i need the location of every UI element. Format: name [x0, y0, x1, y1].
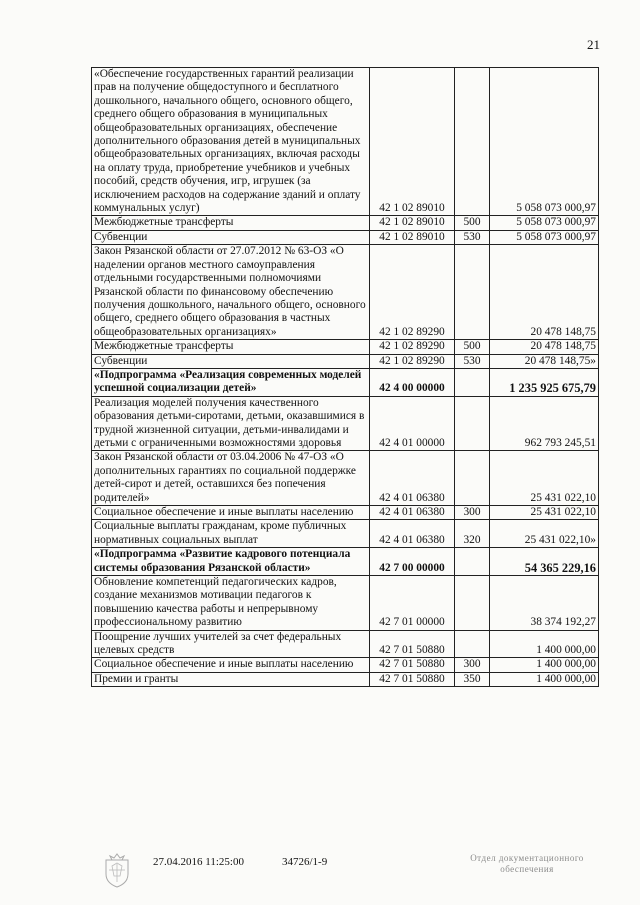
row-csr-cell: 42 7 00 00000 — [370, 548, 455, 576]
row-name-cell: Закон Рязанской области от 27.07.2012 № 63-ОЗ «О наделении органов местного самоуправления отдельными государственными полномочиями Рязанской области по финансовому обеспечению получения дошкольного, начального общего, основного общего, среднего общего образования в частных общеобразовательных организациях» — [92, 245, 370, 340]
row-name-cell: Субвенции — [92, 354, 370, 368]
row-vr-cell — [455, 451, 490, 506]
row-sum-cell: 25 431 022,10» — [490, 520, 599, 548]
row-csr-cell: 42 1 02 89010 — [370, 68, 455, 216]
table-row — [92, 548, 599, 576]
row-vr-cell — [455, 576, 490, 631]
row-name-cell: Межбюджетные трансферты — [92, 216, 370, 230]
table-row — [92, 368, 599, 396]
table-row — [92, 520, 599, 548]
table-row — [92, 396, 599, 451]
department-stamp — [452, 853, 602, 875]
row-name-cell: Социальное обеспечение и иные выплаты населению — [92, 506, 370, 520]
row-vr-cell: 300 — [455, 658, 490, 672]
row-sum-cell: 1 235 925 675,79 — [490, 368, 599, 396]
row-sum-cell: 20 478 148,75» — [490, 354, 599, 368]
row-sum-cell: 20 478 148,75 — [490, 340, 599, 354]
row-name-cell: Межбюджетные трансферты — [92, 340, 370, 354]
row-vr-cell — [455, 68, 490, 216]
row-csr-cell: 42 1 02 89290 — [370, 354, 455, 368]
table-row — [92, 216, 599, 230]
row-sum-cell: 1 400 000,00 — [490, 658, 599, 672]
row-vr-cell — [455, 396, 490, 451]
row-sum-cell: 20 478 148,75 — [490, 245, 599, 340]
stamp-line-2: обеспечения — [500, 864, 554, 874]
row-csr-cell: 42 4 01 00000 — [370, 396, 455, 451]
page-number: 21 — [587, 37, 600, 52]
budget-table-body — [92, 68, 599, 687]
row-sum-cell: 962 793 245,51 — [490, 396, 599, 451]
row-name-cell: Социальное обеспечение и иные выплаты населению — [92, 658, 370, 672]
row-name-cell: «Подпрограмма «Реализация современных моделей успешной социализации детей» — [92, 368, 370, 396]
row-sum-cell: 5 058 073 000,97 — [490, 230, 599, 244]
table-row — [92, 68, 599, 216]
table-row — [92, 245, 599, 340]
row-vr-cell: 500 — [455, 340, 490, 354]
row-sum-cell: 1 400 000,00 — [490, 630, 599, 658]
row-name-cell: «Обеспечение государственных гарантий реализации прав на получение общедоступного и бесплатного дошкольного, начального общего, основного общего, среднего общего образования в муниципальных общеобразовательных организациях, обеспечение дополнительного образования детей в муниципальных общеобразовательных организациях, включая расходы на оплату труда, приобретение учебников и учебных пособий, средств обучения, игр, игрушек (за исключением расходов на содержание зданий и оплату коммунальных услуг) — [92, 68, 370, 216]
table-row — [92, 354, 599, 368]
row-sum-cell: 25 431 022,10 — [490, 506, 599, 520]
row-csr-cell: 42 4 01 06380 — [370, 506, 455, 520]
row-name-cell: Субвенции — [92, 230, 370, 244]
table-row — [92, 340, 599, 354]
table-row — [92, 672, 599, 686]
row-name-cell: Премии и гранты — [92, 672, 370, 686]
table-row — [92, 576, 599, 631]
row-csr-cell: 42 4 01 06380 — [370, 451, 455, 506]
row-name-cell: Реализация моделей получения качественного образования детьми-сиротами, детьми, оказавшимися в трудной жизненной ситуации, детьми-инвалидами и детьми с ограниченными возможностями здоровья — [92, 396, 370, 451]
row-csr-cell: 42 7 01 50880 — [370, 630, 455, 658]
table-row — [92, 230, 599, 244]
row-vr-cell — [455, 245, 490, 340]
row-sum-cell: 5 058 073 000,97 — [490, 68, 599, 216]
row-csr-cell: 42 1 02 89010 — [370, 230, 455, 244]
table-row — [92, 451, 599, 506]
row-name-cell: Обновление компетенций педагогических кадров, создание механизмов мотивации педагогов к повышению качества работы и непрерывному профессиональному развитию — [92, 576, 370, 631]
row-csr-cell: 42 7 01 00000 — [370, 576, 455, 631]
row-csr-cell: 42 1 02 89010 — [370, 216, 455, 230]
footer-date: 27.04.2016 11:25:00 — [153, 856, 244, 868]
row-name-cell: «Подпрограмма «Развитие кадрового потенциала системы образования Рязанской области» — [92, 548, 370, 576]
row-vr-cell — [455, 548, 490, 576]
row-name-cell: Закон Рязанской области от 03.04.2006 № 47-ОЗ «О дополнительных гарантиях по социальной поддержке детей-сирот и детей, оставшихся без попечения родителей» — [92, 451, 370, 506]
row-sum-cell: 38 374 192,27 — [490, 576, 599, 631]
budget-table — [91, 67, 599, 687]
row-sum-cell: 25 431 022,10 — [490, 451, 599, 506]
row-vr-cell: 320 — [455, 520, 490, 548]
row-sum-cell: 1 400 000,00 — [490, 672, 599, 686]
row-sum-cell: 5 058 073 000,97 — [490, 216, 599, 230]
row-vr-cell: 500 — [455, 216, 490, 230]
stamp-line-1: Отдел документационного — [470, 853, 584, 863]
row-vr-cell — [455, 630, 490, 658]
footer-doc-number: 34726/1-9 — [282, 856, 328, 868]
row-csr-cell: 42 1 02 89290 — [370, 245, 455, 340]
row-vr-cell — [455, 368, 490, 396]
row-csr-cell: 42 7 01 50880 — [370, 658, 455, 672]
table-row — [92, 630, 599, 658]
page-footer — [0, 853, 640, 896]
row-csr-cell: 42 7 01 50880 — [370, 672, 455, 686]
row-vr-cell: 350 — [455, 672, 490, 686]
row-sum-cell: 54 365 229,16 — [490, 548, 599, 576]
coat-of-arms-icon — [100, 852, 134, 890]
row-vr-cell: 530 — [455, 354, 490, 368]
row-csr-cell: 42 4 01 06380 — [370, 520, 455, 548]
table-row — [92, 506, 599, 520]
row-name-cell: Поощрение лучших учителей за счет федеральных целевых средств — [92, 630, 370, 658]
row-vr-cell: 530 — [455, 230, 490, 244]
row-csr-cell: 42 4 00 00000 — [370, 368, 455, 396]
row-name-cell: Социальные выплаты гражданам, кроме публичных нормативных социальных выплат — [92, 520, 370, 548]
table-row — [92, 658, 599, 672]
row-csr-cell: 42 1 02 89290 — [370, 340, 455, 354]
row-vr-cell: 300 — [455, 506, 490, 520]
